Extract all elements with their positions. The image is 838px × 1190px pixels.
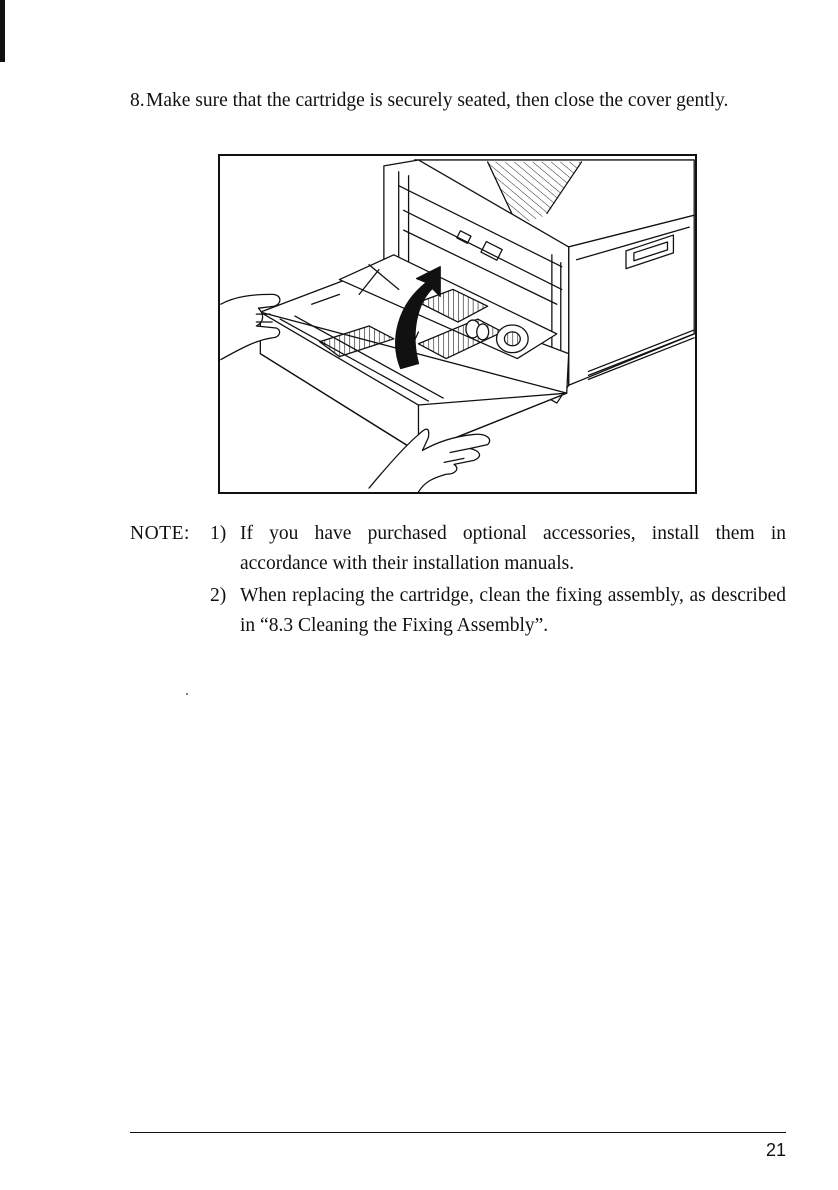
note-label: NOTE: — [130, 523, 190, 544]
note-item-2 — [130, 581, 786, 641]
note-item-text: If you have purchased optional accessories, install them in accordance with their installation manuals. — [240, 523, 786, 574]
page-number: 21 — [765, 1140, 786, 1160]
note-item-number: 2) — [210, 585, 227, 606]
step-8 — [130, 86, 786, 116]
scan-edge-mark — [0, 0, 5, 62]
note-item-text: When replacing the cartridge, clean the fixing assembly, as described in “8.3 Cleaning the Fixing Assembly”. — [240, 585, 786, 636]
footer-rule — [130, 1132, 786, 1133]
scan-speck — [186, 693, 188, 695]
note-item-1 — [130, 519, 786, 579]
step-number: 8. — [130, 90, 145, 111]
printer-cover-illustration — [218, 154, 697, 494]
note-block — [130, 519, 786, 643]
step-text: Make sure that the cartridge is securely seated, then close the cover gently. — [146, 90, 729, 111]
note-item-number: 1) — [210, 523, 227, 544]
